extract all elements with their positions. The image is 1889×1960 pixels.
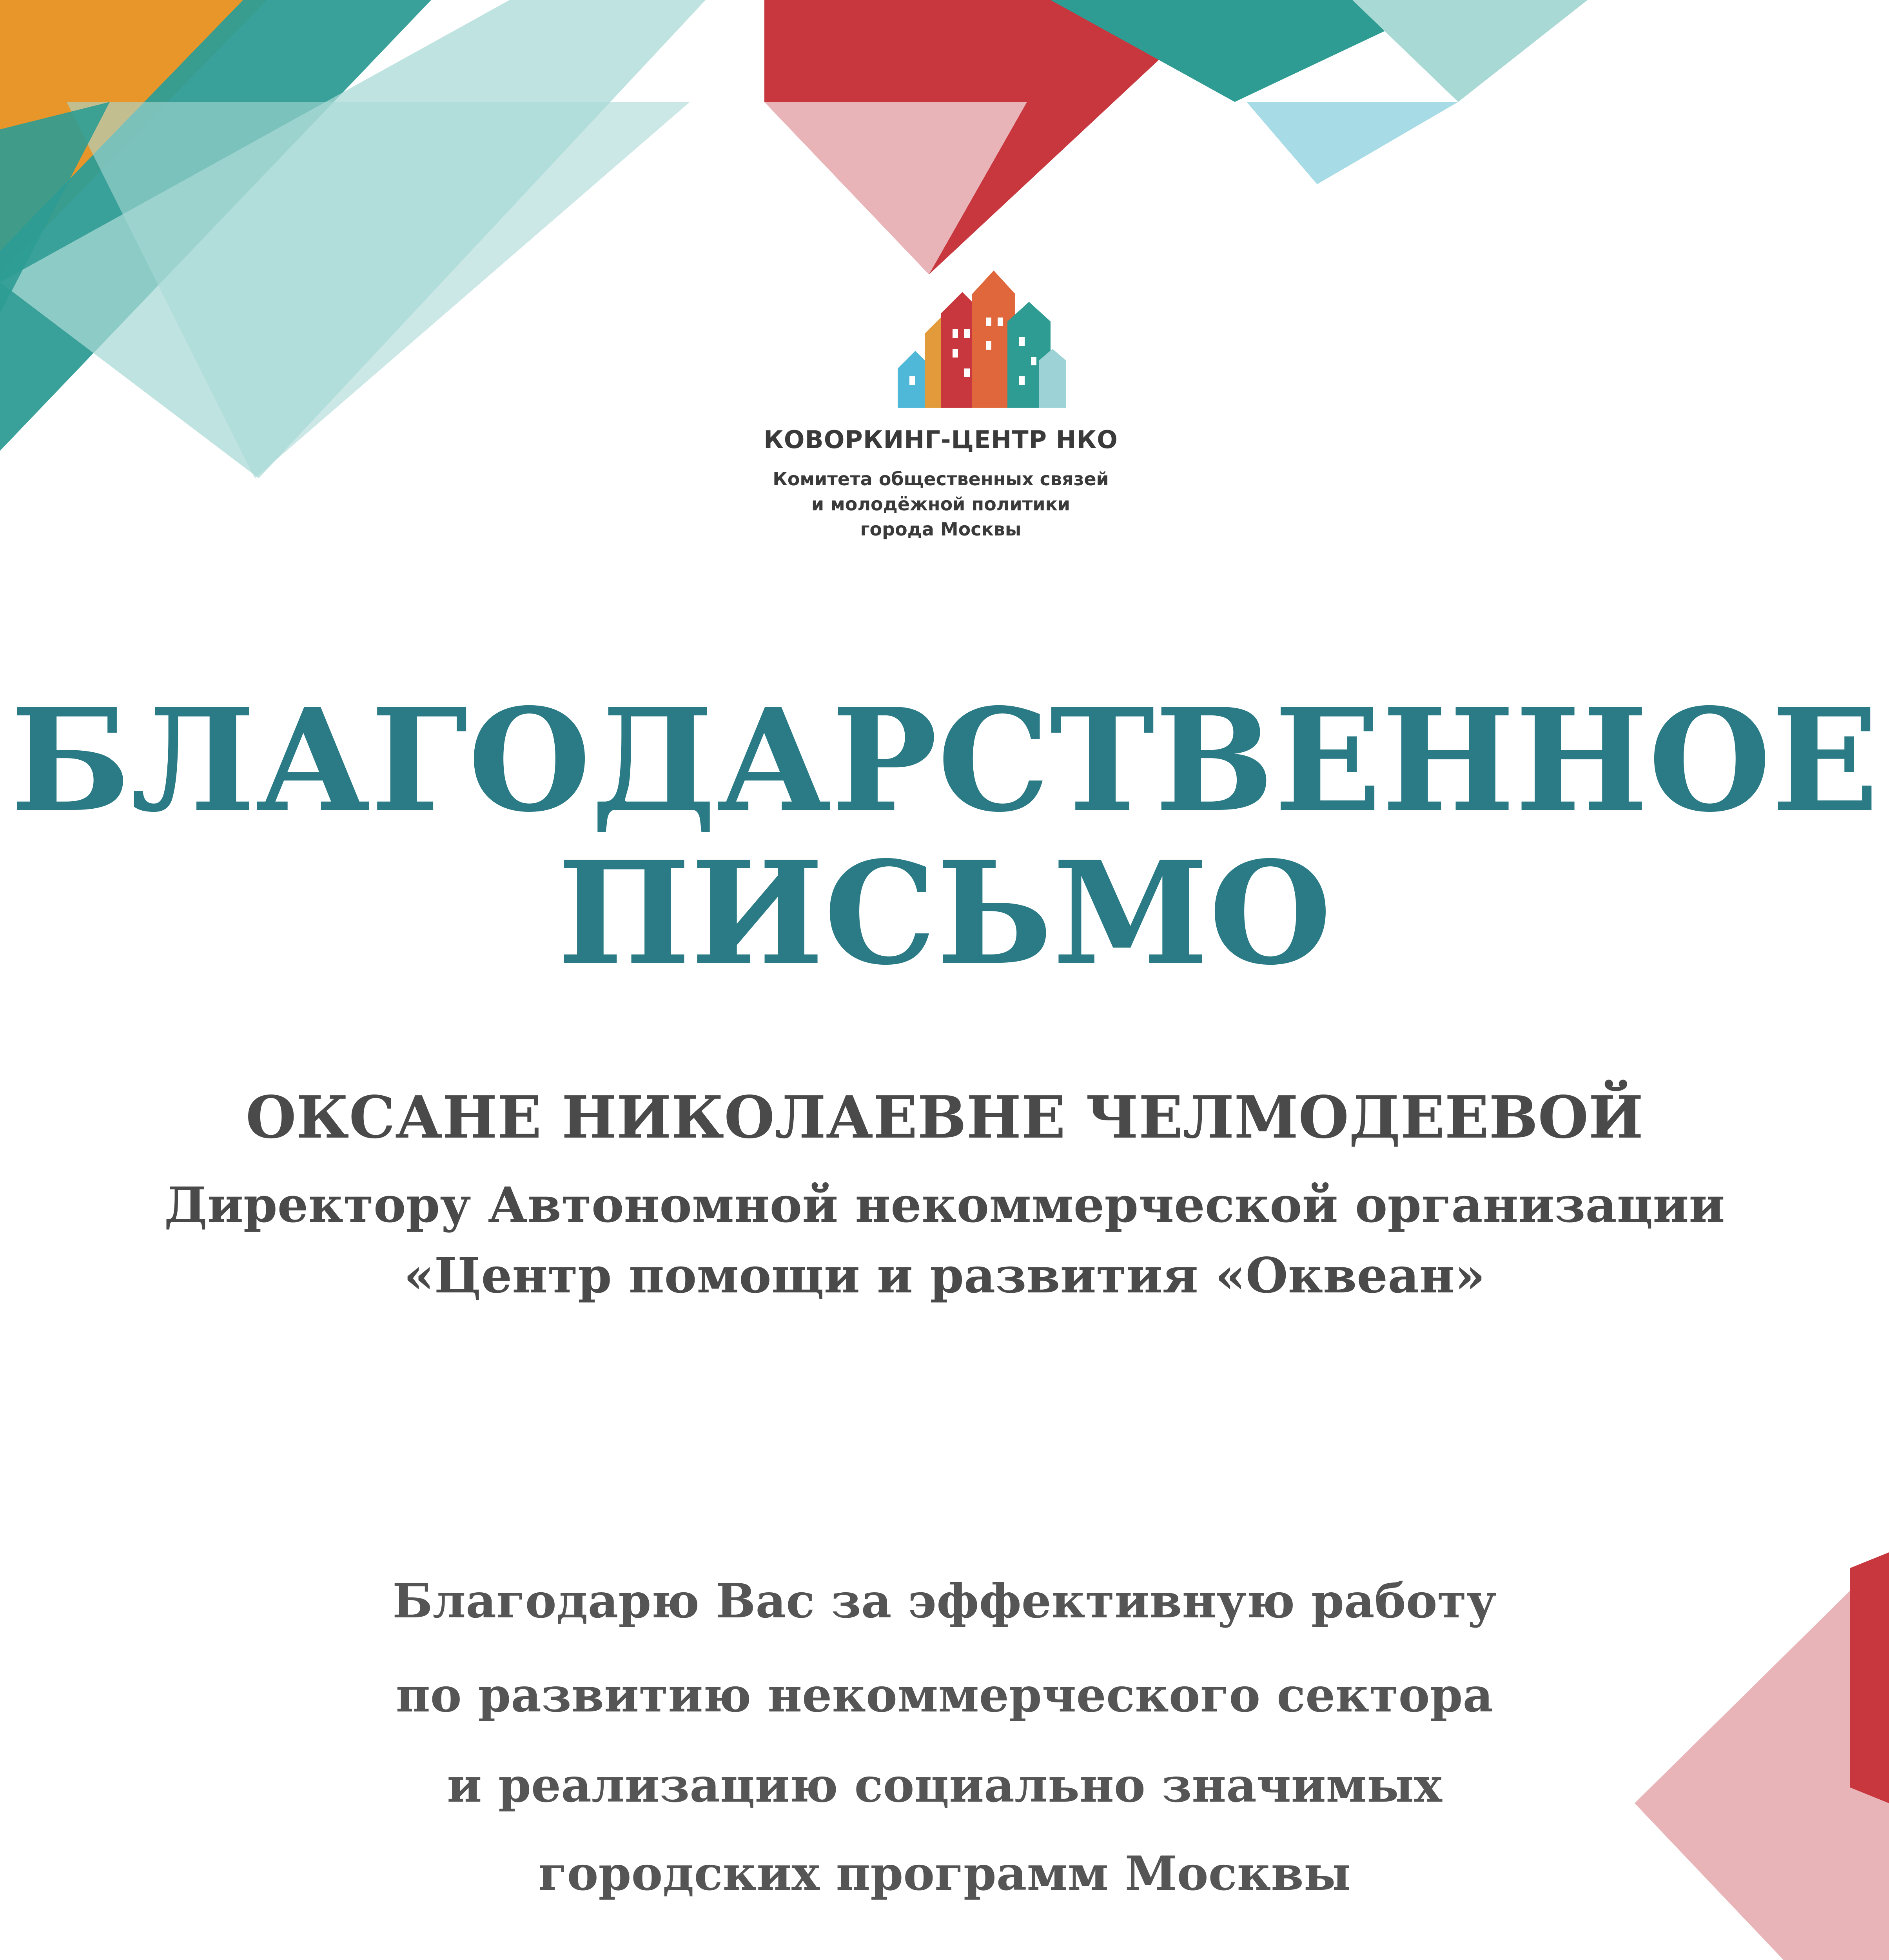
recipient-position-line-1: Директору Автономной некоммерческой организации (164, 1177, 1725, 1234)
recipient-name: ОКСАНЕ НИКОЛАЕВНЕ ЧЕЛМОДЕЕВОЙ (245, 1083, 1644, 1151)
decor-light-teal-top-right (1352, 0, 1588, 102)
logo-subtitle-line-3: города Москвы (860, 519, 1022, 540)
message-line-3: и реализацию социально значимых (447, 1758, 1442, 1813)
logo-subtitle-line-1: Комитета общественных связей (773, 468, 1109, 490)
message-line-4: городских программ Москвы (538, 1846, 1351, 1901)
message-line-2: по развитию некоммерческого сектора (396, 1668, 1493, 1723)
decor-light-blue-top (1247, 102, 1458, 184)
message-line-1: Благодарю Вас за эффективную работу (392, 1573, 1497, 1629)
logo-title: КОВОРКИНГ-ЦЕНТР НКО (764, 425, 1118, 454)
certificate-title-line-1: БЛАГОДАРСТВЕННОЕ (10, 677, 1879, 843)
logo-subtitle-line-2: и молодёжной политики (811, 494, 1071, 515)
coworking-logo-icon (894, 270, 1066, 408)
recipient-position-line-2: «Центр помощи и развития «Оквеан» (404, 1247, 1485, 1304)
certificate-title-line-2: ПИСЬМО (557, 830, 1332, 996)
